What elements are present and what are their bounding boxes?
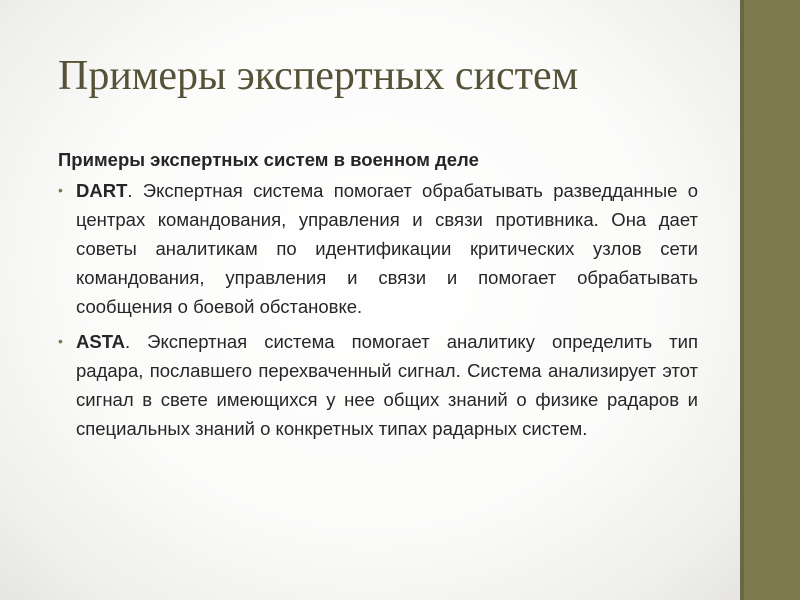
bullet-text: . Экспертная система помогает обрабатывать разведданные о центрах командования, управления и связи противника. Она дает советы аналитикам по идентификации критических узлов сети командования, управления и связи и помогает обрабатывать сообщения о боевой обстановке. [76,180,698,317]
bullet-term: ASTA [76,331,125,352]
bullet-item-dart [58,176,698,321]
section-subheading: Примеры экспертных систем в военном деле [58,149,479,170]
slide-content [58,145,698,449]
slide-title: Примеры экспертных систем [58,53,579,99]
bullet-icon: • [58,333,63,349]
side-accent-bar-edge [740,0,744,600]
bullet-icon: • [58,182,63,198]
side-accent-bar [740,0,800,600]
bullet-item-asta [58,327,698,443]
bullet-term: DART [76,180,128,201]
bullet-text: . Экспертная система помогает аналитику определить тип радара, пославшего перехваченный сигнал. Система анализирует этот сигнал в свете имеющихся у нее общих знаний о физике радаров и специальных знаний о конкретных типах радарных систем. [76,331,698,439]
bullet-list [58,176,698,443]
